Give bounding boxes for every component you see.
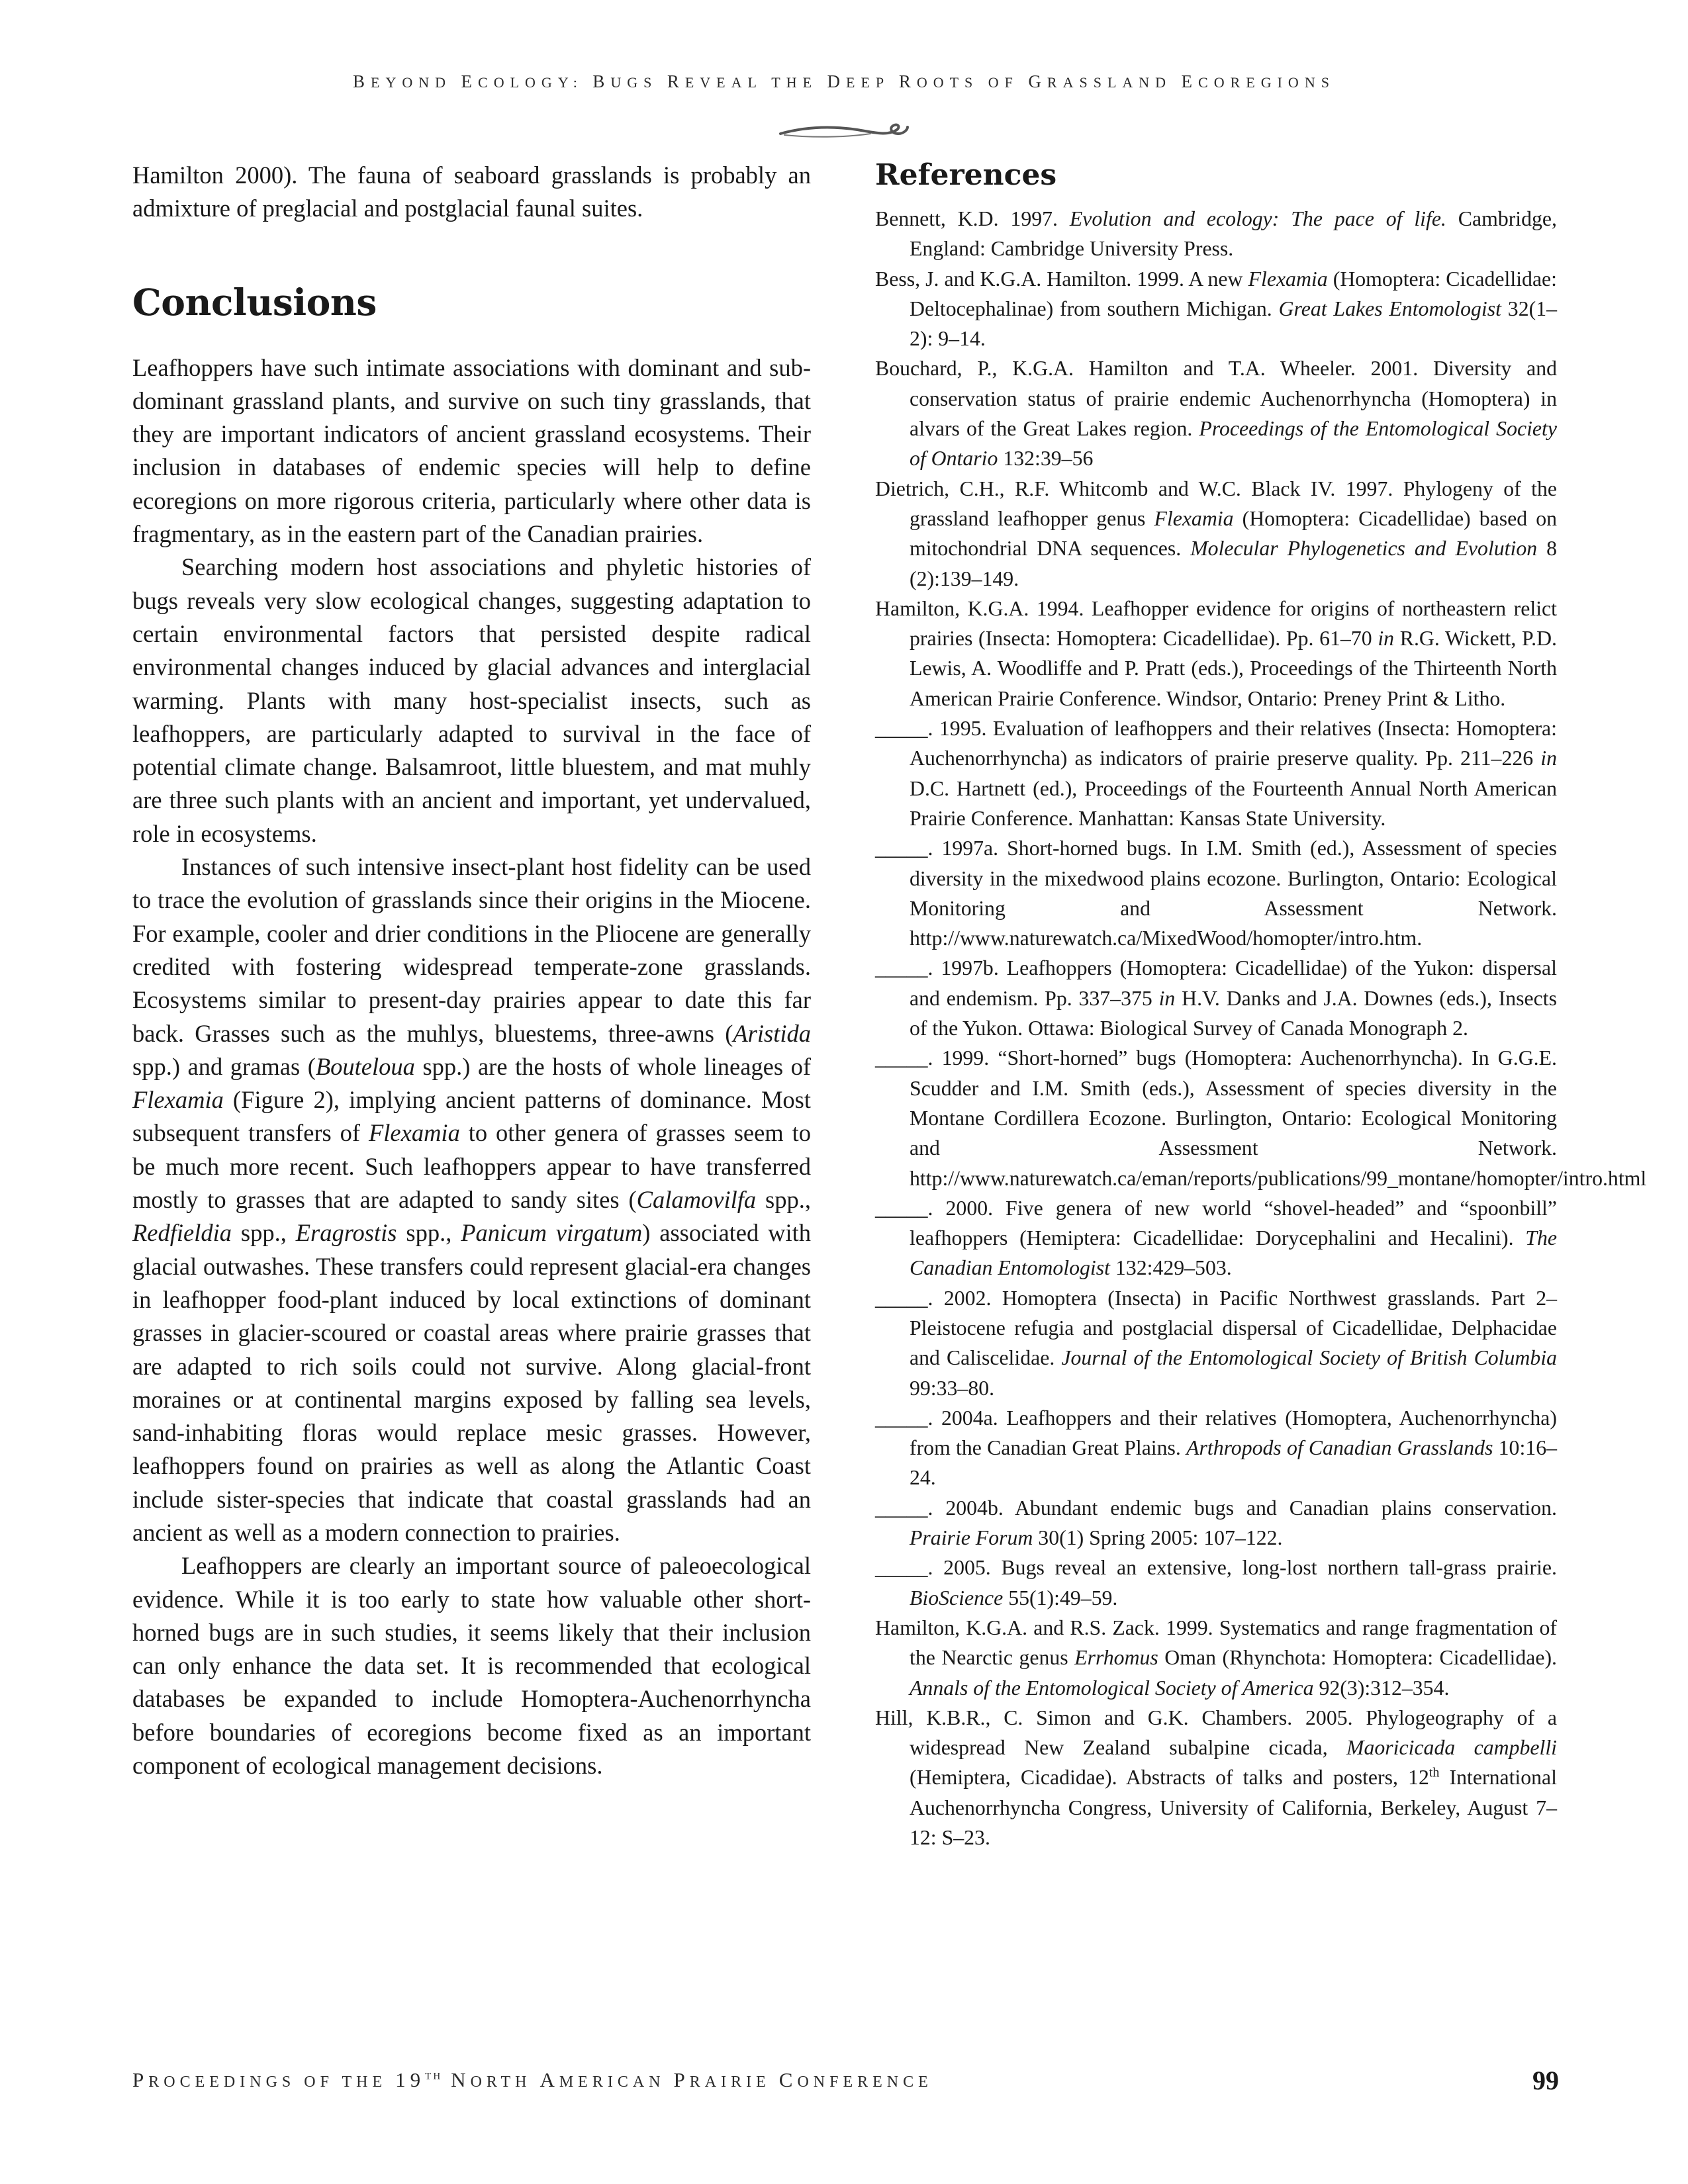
reference-entry: Hill, K.B.R., C. Simon and G.K. Chambers. 2005. Phylogeography of a widespread New Zealand subalpine cicada, Maoricicada campbelli (Hemiptera, Cicadidae). Abstracts of talks and posters, 12th International Auchenorrhyncha Congress, University of California, Berkeley, August 7–12: S–23. [875, 1706, 1557, 1850]
running-head-word: BEYOND [353, 71, 461, 91]
conclusions-paragraph: Leafhoppers are clearly an important source of paleoecological evidence. While it is too early to state how valuable other short-horned bugs are in such studies, it seems likely that their inclusion can only enhance the data set. It is recommended that ecological databases be expanded to include Homoptera-Auchenorrhyncha before boundaries of ecoregions become fixed as an important component of ecological management decisions. [132, 1552, 811, 1780]
running-head-word: BUGS [592, 71, 667, 91]
conclusions-heading: Conclusions [132, 280, 377, 324]
page-number: 99 [1532, 2066, 1559, 2095]
footer-word: PRAIRIE [673, 2068, 779, 2091]
running-head-word: ECOLOGY: [461, 71, 593, 91]
reference-entry: _____. 2004b. Abundant endemic bugs and Canadian plains conservation. Prairie Forum 30(1) Spring 2005: 107–122. [875, 1496, 1557, 1550]
running-head-word: ROOTS [898, 71, 988, 91]
running-head-word: OF [988, 74, 1029, 91]
reference-entry: _____. 2000. Five genera of new world “shovel-headed” and “spoonbill” leafhoppers (Hemiptera: Cicadellidae: Dorycephalini and Hecalini). The Canadian Entomologist 132:429–503. [875, 1196, 1557, 1280]
reference-entry: _____. 1997b. Leafhoppers (Homoptera: Cicadellidae) of the Yukon: dispersal and endemism. Pp. 337–375 in H.V. Danks and J.A. Downes (eds.), Insects of the Yukon. Ottawa: Biological Survey of Canada Monograph 2. [875, 956, 1557, 1040]
conclusions-paragraph: Searching modern host associations and phyletic histories of bugs reveals very slow ecological changes, suggesting adaptation to certain environmental factors that persisted despite radical environmental changes induced by glacial advances and interglacial warming. Plants with many host-specialist insects, such as leafhoppers, are particularly adapted to survival in the face of potential climate change. Balsamroot, little bluestem, and mat muhly are three such plants with an ancient and important, yet undervalued, role in ecosystems. [132, 553, 811, 847]
flourish-ornament-icon [778, 120, 910, 143]
reference-entry: _____. 1999. “Short-horned” bugs (Homoptera: Auchenorrhyncha). In G.G.E. Scudder and I.M. Smith (eds.), Assessment of species diversity in the Montane Cordillera Ecozone. Burlington, Ontario: Ecological Monitoring and Assessment Network. http://www.naturewatch.ca/eman/reports/publications/99_montane/homopter/intro.html [875, 1046, 1647, 1190]
reference-entry: Bess, J. and K.G.A. Hamilton. 1999. A new Flexamia (Homoptera: Cicadellidae: Deltocephalinae) from southern Michigan. Great Lakes Entomologist 32(1–2): 9–14. [875, 267, 1557, 351]
reference-entry: _____. 2004a. Leafhoppers and their relatives (Homoptera, Auchenorrhyncha) from the Canadian Great Plains. Arthropods of Canadian Grasslands 10:16–24. [875, 1406, 1557, 1490]
running-head-word: DEEP [827, 71, 899, 91]
conclusions-paragraph: Leafhoppers have such intimate associations with dominant and sub-dominant grassland plants, and survive on such tiny grasslands, that they are important indicators of ancient grassland ecosystems. Their inclusion in databases of endemic species will help to define ecoregions on more rigorous criteria, particularly where other data is fragmentary, as in the eastern part of the Canadian prairies. [132, 353, 811, 548]
reference-entry: _____. 2002. Homoptera (Insecta) in Pacific Northwest grasslands. Part 2–Pleistocene refugia and postglacial dispersal of Cicadellidae, Delphacidae and Caliscelidae. Journal of the Entomological Society of British Columbia 99:33–80. [875, 1286, 1558, 1400]
running-head-word: THE [771, 74, 827, 91]
reference-entry: Hamilton, K.G.A. 1994. Leafhopper evidence for origins of northeastern relict prairies (Insecta: Homoptera: Cicadellidae). Pp. 61–70 in R.G. Wickett, P.D. Lewis, A. Woodliffe and P. Pratt (eds.), Proceedings of the Thirteenth North American Prairie Conference. Windsor, Ontario: Preney Print & Litho. [875, 596, 1557, 710]
footer-word: 19TH [395, 2068, 443, 2091]
reference-entry: _____. 2005. Bugs reveal an extensive, long-lost northern tall-grass prairie. BioScience 55(1):49–59. [875, 1556, 1557, 1610]
reference-entry: _____. 1995. Evaluation of leafhoppers and their relatives (Insecta: Homoptera: Auchenorrhyncha) as indicators of prairie preserve quality. Pp. 211–226 in D.C. Hartnett (ed.), Proceedings of the Fourteenth Annual North American Prairie Conference. Manhattan: Kansas State University. [875, 717, 1557, 830]
left-column [132, 159, 811, 1782]
running-head-word: GRASSLAND [1028, 71, 1182, 91]
footer-proceedings [132, 2068, 933, 2092]
footer-word: OF THE [304, 2073, 396, 2091]
references-heading: References [875, 158, 1057, 192]
running-head-word: REVEAL [667, 71, 772, 91]
references-column [875, 158, 1647, 1852]
running-head [0, 71, 1688, 92]
conclusions-paragraph: Instances of such intensive insect-plant host fidelity can be used to trace the evolution of grasslands since their origins in the Miocene. For example, cooler and drier conditions in the Pliocene are generally credited with fostering widespread temperate-zone grasslands. Ecosystems similar to present-day prairies appear to date this far back. Grasses such as the muhlys, bluestems, three-awns (Aristida spp.) and gramas (Bouteloua spp.) are the hosts of whole lineages of Flexamia (Figure 2), implying ancient patterns of dominance. Most subsequent transfers of Flexamia to other genera of grasses seem to be much more recent. Such leafhoppers appear to have transferred mostly to grasses that are adapted to sandy sites (Calamovilfa spp., Redfieldia spp., Eragrostis spp., Panicum virgatum) associated with glacial outwashes. These transfers could represent glacial-era changes in leafhopper food-plant induced by local extinctions of dominant grasses in glacier-scoured or coastal areas where prairie grasses that are adapted to rich soils could not survive. Along glacial-front moraines or at continental margins exposed by falling sea levels, sand-inhabiting floras would replace mesic grasses. However, leafhoppers found on prairies as well as along the Atlantic Coast include sister-species that indicate that coastal grasslands had an ancient as well as a modern connection to prairies. [132, 853, 812, 1546]
footer-word: PROCEEDINGS [132, 2068, 305, 2091]
reference-entry: Bennett, K.D. 1997. Evolution and ecology: The pace of life. Cambridge, England: Cambridge University Press. [875, 207, 1557, 261]
footer-word: AMERICAN [539, 2068, 674, 2091]
reference-entry: Hamilton, K.G.A. and R.S. Zack. 1999. Systematics and range fragmentation of the Nearctic genus Errhomus Oman (Rhynchota: Homoptera: Cicadellidae). Annals of the Entomological Society of America 92(3):312–354. [875, 1615, 1557, 1700]
reference-entry: Dietrich, C.H., R.F. Whitcomb and W.C. Black IV. 1997. Phylogeny of the grassland leafhopper genus Flexamia (Homoptera: Cicadellidae) based on mitochondrial DNA sequences. Molecular Phylogenetics and Evolution 8 (2):139–149. [875, 477, 1557, 590]
running-head-word: ECOREGIONS [1181, 71, 1335, 91]
references-list [875, 204, 1647, 1852]
footer-word: NORTH [451, 2068, 540, 2091]
continued-paragraph: Hamilton 2000). The fauna of seaboard grasslands is probably an admixture of preglacial and postglacial faunal suites. [132, 161, 811, 222]
reference-entry: _____. 1997a. Short-horned bugs. In I.M. Smith (ed.), Assessment of species diversity in the mixedwood plains ecozone. Burlington, Ontario: Ecological Monitoring and Assessment Network. http://www.naturewatch.ca/MixedWood/homopter/intro.htm. [875, 837, 1557, 950]
footer-word: CONFERENCE [778, 2068, 933, 2091]
conclusions-body [132, 351, 811, 1783]
reference-entry: Bouchard, P., K.G.A. Hamilton and T.A. Wheeler. 2001. Diversity and conservation status of prairie endemic Auchenorrhyncha (Homoptera) in alvars of the Great Lakes region. Proceedings of the Entomological Society of Ontario 132:39–56 [875, 357, 1557, 471]
